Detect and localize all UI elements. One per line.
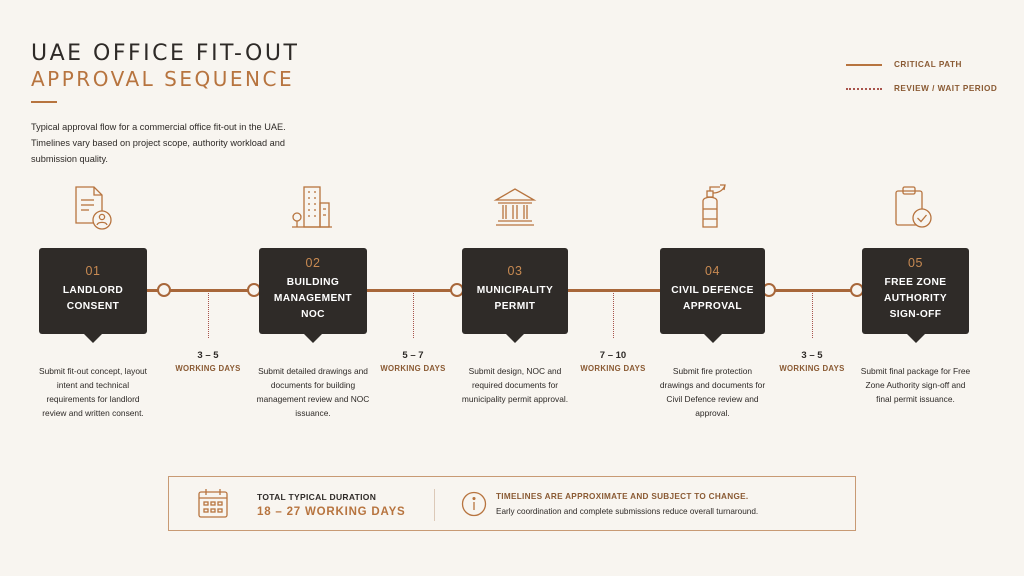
- calendar-icon: [197, 487, 229, 519]
- step-name: LANDLORD CONSENT: [62, 284, 124, 312]
- step-box-landlord-consent: [39, 248, 147, 334]
- step-number: 03: [507, 263, 523, 278]
- step-description: Submit final package for Free Zone Authority sign-off and final permit issuance.: [860, 366, 971, 404]
- legend-label: CRITICAL PATH: [894, 60, 962, 69]
- step-description: Submit detailed drawings and documents for building management review and NOC issuance.: [256, 366, 370, 418]
- step-box-civil-defence-approval: [660, 248, 765, 334]
- duration-unit: WORKING DAYS: [779, 364, 845, 373]
- step-name: FREE ZONE AUTHORITY SIGN-OFF: [883, 276, 948, 320]
- step-description: Submit design, NOC and required documents for municipality permit approval.: [461, 366, 569, 404]
- wait-period-line: [613, 293, 614, 338]
- dotted-line-swatch: [846, 88, 882, 90]
- info-icon: [461, 491, 487, 517]
- duration-unit: WORKING DAYS: [580, 364, 646, 373]
- step-name: MUNICIPALITY PERMIT: [476, 284, 554, 312]
- total-duration-title: TOTAL TYPICAL DURATION: [257, 492, 377, 502]
- duration-days: 3 – 5: [197, 350, 219, 361]
- fire-extinguisher-icon: [690, 183, 734, 231]
- solid-line-swatch: [846, 64, 882, 66]
- page-title: UAE OFFICE FIT-OUT: [31, 41, 300, 66]
- duration-label: [373, 350, 453, 373]
- wait-period-line: [413, 293, 414, 338]
- timeline-node: [157, 283, 171, 297]
- government-building-icon: [493, 183, 537, 231]
- disclaimer-title: TIMELINES ARE APPROXIMATE AND SUBJECT TO CHANGE.: [496, 492, 749, 501]
- summary-panel: [168, 476, 856, 531]
- step-name: BUILDING MANAGEMENT NOC: [273, 276, 353, 320]
- title-divider: [31, 101, 57, 103]
- duration-label: [168, 350, 248, 373]
- clipboard-check-icon: [892, 183, 936, 231]
- step-description: Submit fit-out concept, layout intent and technical requirements for landlord review and written consent.: [39, 366, 147, 418]
- duration-days: 3 – 5: [801, 350, 823, 361]
- critical-path-segment: [765, 289, 862, 292]
- legend-review-wait: [846, 84, 997, 93]
- critical-path-segment: [367, 289, 462, 292]
- legend-label: REVIEW / WAIT PERIOD: [894, 84, 998, 93]
- duration-days: 7 – 10: [599, 350, 627, 361]
- step-box-free-zone-sign-off: [862, 248, 969, 334]
- step-number: 04: [705, 263, 720, 278]
- wait-period-line: [812, 293, 813, 338]
- duration-unit: WORKING DAYS: [175, 364, 241, 373]
- step-number: 05: [908, 255, 923, 270]
- disclaimer-text: Early coordination and complete submissions reduce overall turnaround.: [496, 507, 759, 516]
- duration-label: [772, 350, 852, 373]
- document-person-icon: [70, 183, 114, 231]
- step-description: Submit fire protection drawings and documents for Civil Defence review and approval.: [659, 366, 766, 418]
- page-subtitle: APPROVAL SEQUENCE: [31, 67, 295, 91]
- duration-unit: WORKING DAYS: [380, 364, 446, 373]
- step-box-building-management-noc: [259, 248, 367, 334]
- critical-path-segment: [568, 289, 660, 292]
- legend-critical-path: [846, 60, 962, 69]
- summary-divider: [434, 489, 435, 521]
- total-duration-value: 18 – 27 WORKING DAYS: [257, 506, 406, 518]
- step-box-municipality-permit: [462, 248, 568, 334]
- step-number: 01: [85, 263, 101, 278]
- duration-days: 5 – 7: [402, 350, 424, 361]
- duration-label: [573, 350, 653, 373]
- wait-period-line: [208, 293, 209, 338]
- step-number: 02: [305, 255, 321, 270]
- intro-text: Typical approval flow for a commercial office fit-out in the UAE. Timelines vary based on project scope, authority workload and submission quality.: [31, 122, 286, 164]
- buildings-icon: [290, 183, 334, 231]
- step-name: CIVIL DEFENCE APPROVAL: [671, 284, 754, 312]
